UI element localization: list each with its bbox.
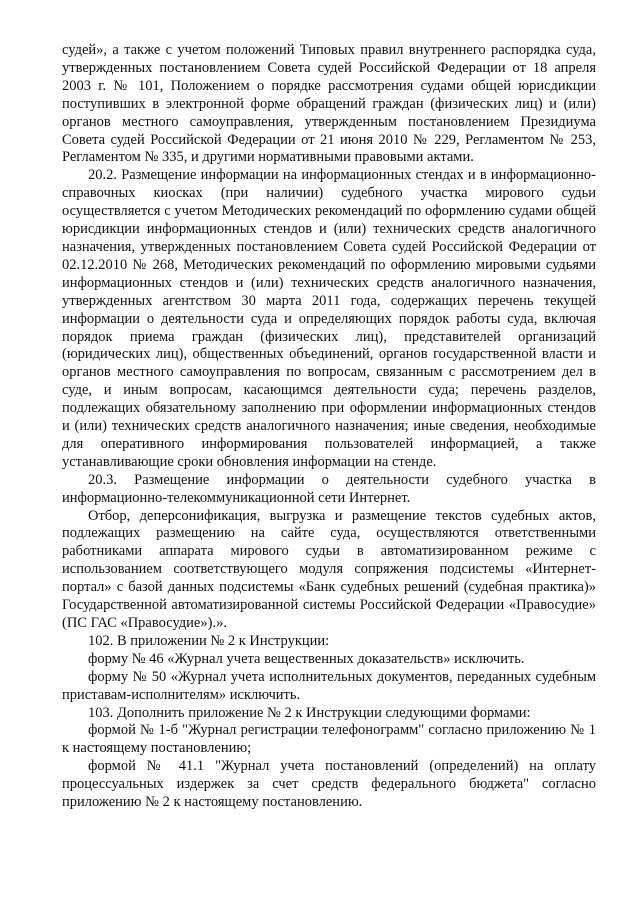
paragraph-form-41-1: формой № 41.1 "Журнал учета постановлений (определений) на оплату процессуальных издержек за счет средств федерального бюджета" согласно приложению № 2 к настоящему постановлению. — [62, 758, 596, 811]
paragraph-20-2: 20.2. Размещение информации на информационных стендах и в информационно-справочных киосках (при наличии) судебного участка мирового судьи осуществляется с учетом Методических рекомендаций по оформлению судами общей юрисдикции информационных стендов и (или) технических средств аналогичного назначения, утвержденных постановлением Совета судей Российской Федерации от 02.12.2010 № 268, Методических рекомендаций по оформлению мировыми судьями информационных стендов и (или) технических средств аналогичного назначения, утвержденных агентством 30 марта 2011 года, содержащих перечень текущей информации о деятельности суда и определяющих порядок работы суда, включая порядок приема граждан (физических лиц), представителей организаций (юридических лиц), общественных объединений, органов государственной власти и органов местного самоуправления по вопросам, связанным с рассмотрением дел в суде, и иным вопросам, касающимся деятельности суда; перечень разделов, подлежащих обязательному заполнению при оформлении информационных стендов и (или) технических средств аналогичного назначения; иные сведения, необходимые для оперативного информирования пользователей информацией, а также устанавливающие сроки обновления информации на стенде. — [62, 167, 596, 470]
paragraph-depersonalization: Отбор, деперсонификация, выгрузка и размещение текстов судебных актов, подлежащих размещению на сайте суда, осуществляются ответственными работниками аппарата мирового судьи в автоматизированном режиме с использованием соответствующего модуля сопряжения подсистемы «Интернет-портал» с базой данных подсистемы «Банк судебных решений (судебная практика)» Государственной автоматизированной системы Российской Федерации «Правосудие» (ПС ГАС «Правосудие»).». — [62, 507, 596, 631]
paragraph-102: 102. В приложении № 2 к Инструкции: — [88, 632, 330, 649]
paragraph-continuation: судей», а также с учетом положений Типовых правил внутреннего распорядка суда, утвержденных постановлением Совета судей Российской Федерации от 18 апреля 2003 г. № 101, Положением о порядке рассмотрения судами общей юрисдикции поступивших в электронной форме обращений граждан (физических лиц) и (или) органов местного самоуправления, утвержденным постановлением Президиума Совета судей Российской Федерации от 21 июня 2010 № 229, Регламентом № 253, Регламентом № 335, и другими нормативными правовыми актами. — [62, 42, 596, 166]
paragraph-103: 103. Дополнить приложение № 2 к Инструкции следующими формами: — [88, 704, 531, 721]
paragraph-20-3: 20.3. Размещение информации о деятельности судебного участка в информационно-телекоммуникационной сети Интернет. — [62, 471, 596, 506]
paragraph-form-1b: формой № 1-б "Журнал регистрации телефонограмм" согласно приложению № 1 к настоящему постановлению; — [62, 722, 596, 757]
paragraph-form-50: форму № 50 «Журнал учета исполнительных документов, переданных судебным приставам-исполнителям» исключить. — [62, 668, 596, 703]
document-page — [62, 42, 596, 812]
paragraph-form-46: форму № 46 «Журнал учета вещественных доказательств» исключить. — [88, 650, 525, 667]
